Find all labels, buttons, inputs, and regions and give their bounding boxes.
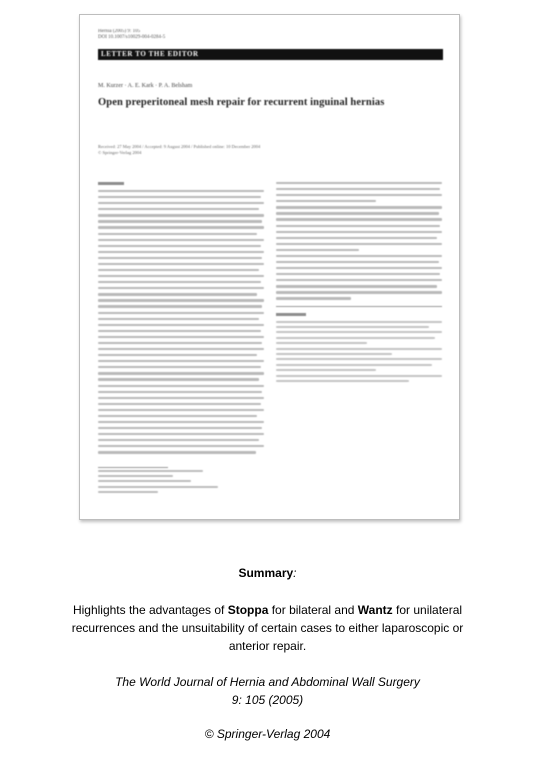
text-line	[98, 324, 264, 326]
text-line	[98, 348, 264, 350]
article-authors: M. Kurzer · A. E. Kark · P. A. Belsham	[98, 83, 193, 89]
text-line	[276, 348, 442, 350]
article-dates	[98, 144, 260, 156]
text-line	[276, 261, 439, 263]
text-line	[276, 364, 432, 366]
text-line	[276, 273, 440, 275]
text-line	[98, 208, 259, 210]
text-line	[98, 486, 218, 488]
author-affiliation	[98, 470, 248, 496]
text-line	[98, 433, 264, 435]
article-title: Open preperitoneal mesh repair for recurrent inguinal hernias	[98, 97, 385, 108]
text-line	[276, 231, 442, 233]
text-line	[98, 409, 264, 411]
journal-reference	[98, 29, 165, 41]
text-line	[276, 194, 442, 196]
received-line: Received: 27 May 2004 / Accepted: 9 August 2004 / Published online: 10 December 2004	[98, 144, 261, 149]
text-line	[98, 470, 203, 472]
doi-line: DOI 10.1007/s10029-004-0284-5	[98, 35, 166, 40]
text-line	[98, 480, 191, 482]
text-line	[98, 202, 264, 204]
text-line	[98, 312, 264, 314]
text-line	[98, 269, 259, 271]
summary-label: Summary	[238, 566, 294, 580]
text-line	[276, 182, 442, 184]
summary-text-part2: for bilateral and	[268, 603, 358, 617]
text-line	[98, 330, 261, 332]
text-line	[276, 279, 442, 281]
text-line	[276, 218, 442, 220]
text-line	[276, 237, 437, 239]
text-line	[98, 427, 262, 429]
text-line	[276, 212, 439, 214]
text-line	[98, 239, 264, 241]
citation-journal: The World Journal of Hernia and Abdominal Wall Surgery	[115, 675, 420, 689]
text-line	[98, 318, 259, 320]
text-line	[98, 263, 264, 265]
text-line	[98, 391, 262, 393]
body-column-left	[98, 182, 264, 457]
text-line	[276, 225, 440, 227]
text-line	[98, 214, 264, 216]
section-label-bar: LETTER TO THE EDITOR	[98, 49, 443, 60]
text-line	[276, 369, 376, 371]
references-heading-blur	[276, 313, 306, 316]
journal-line: Hernia (2005) 9: 105	[98, 29, 141, 34]
citation-volume: 9: 105 (2005)	[231, 693, 304, 707]
text-line	[98, 293, 257, 295]
divider	[276, 306, 442, 307]
text-line	[98, 421, 264, 423]
summary-text	[60, 601, 475, 655]
text-line	[276, 353, 392, 355]
body-column-right	[276, 182, 442, 385]
text-line	[98, 226, 264, 228]
article-page-content	[80, 15, 459, 519]
text-line	[98, 397, 264, 399]
text-line	[98, 287, 264, 289]
text-line	[98, 305, 262, 307]
text-line	[98, 251, 264, 253]
text-line	[98, 360, 264, 362]
text-line	[276, 321, 442, 323]
text-line	[98, 403, 261, 405]
text-line	[98, 354, 257, 356]
text-line	[276, 337, 435, 339]
text-line	[276, 380, 409, 382]
text-line	[98, 257, 262, 259]
text-line	[98, 281, 261, 283]
summary-text-part3: for unilateral recurrences and the unsuitability of certain cases to either laparoscopic or anterior repair.	[71, 603, 464, 653]
publisher-line: © Springer-Verlag 2004	[98, 150, 142, 155]
text-line	[98, 451, 256, 453]
summary-stoppa: Stoppa	[227, 603, 269, 617]
text-line	[98, 299, 264, 301]
text-line	[98, 372, 264, 374]
text-line	[98, 275, 264, 277]
text-line	[98, 366, 261, 368]
text-line	[98, 342, 262, 344]
text-line	[98, 220, 262, 222]
copyright-notice: © Springer-Verlag 2004	[204, 727, 331, 741]
text-line	[98, 491, 158, 493]
journal-citation	[0, 673, 535, 709]
summary-heading	[0, 566, 535, 580]
text-line	[276, 243, 442, 245]
text-line	[276, 297, 351, 299]
text-line	[276, 375, 442, 377]
text-line	[276, 249, 359, 251]
text-line	[276, 326, 429, 328]
text-line	[98, 196, 261, 198]
text-line	[276, 188, 440, 190]
text-line	[98, 439, 259, 441]
text-line	[276, 255, 442, 257]
text-line	[98, 336, 264, 338]
text-line	[98, 385, 264, 387]
text-line	[276, 206, 442, 208]
footnote-rule	[98, 467, 168, 468]
text-line	[98, 378, 259, 380]
text-line	[276, 285, 437, 287]
references-list	[276, 321, 442, 382]
text-line	[276, 291, 442, 293]
text-line	[98, 415, 257, 417]
text-line	[98, 445, 264, 447]
article-page-thumbnail	[79, 14, 460, 520]
text-line	[98, 233, 257, 235]
text-line	[276, 267, 442, 269]
text-line	[276, 200, 376, 202]
text-line	[276, 342, 367, 344]
summary-text-part1: Highlights the advantages of	[72, 603, 228, 617]
text-line	[276, 331, 442, 333]
salutation-blur	[98, 182, 124, 185]
text-line	[276, 358, 442, 360]
text-line	[98, 245, 261, 247]
summary-colon: :	[293, 566, 297, 580]
text-line	[98, 475, 173, 477]
summary-wantz: Wantz	[357, 603, 393, 617]
text-line	[98, 190, 264, 192]
